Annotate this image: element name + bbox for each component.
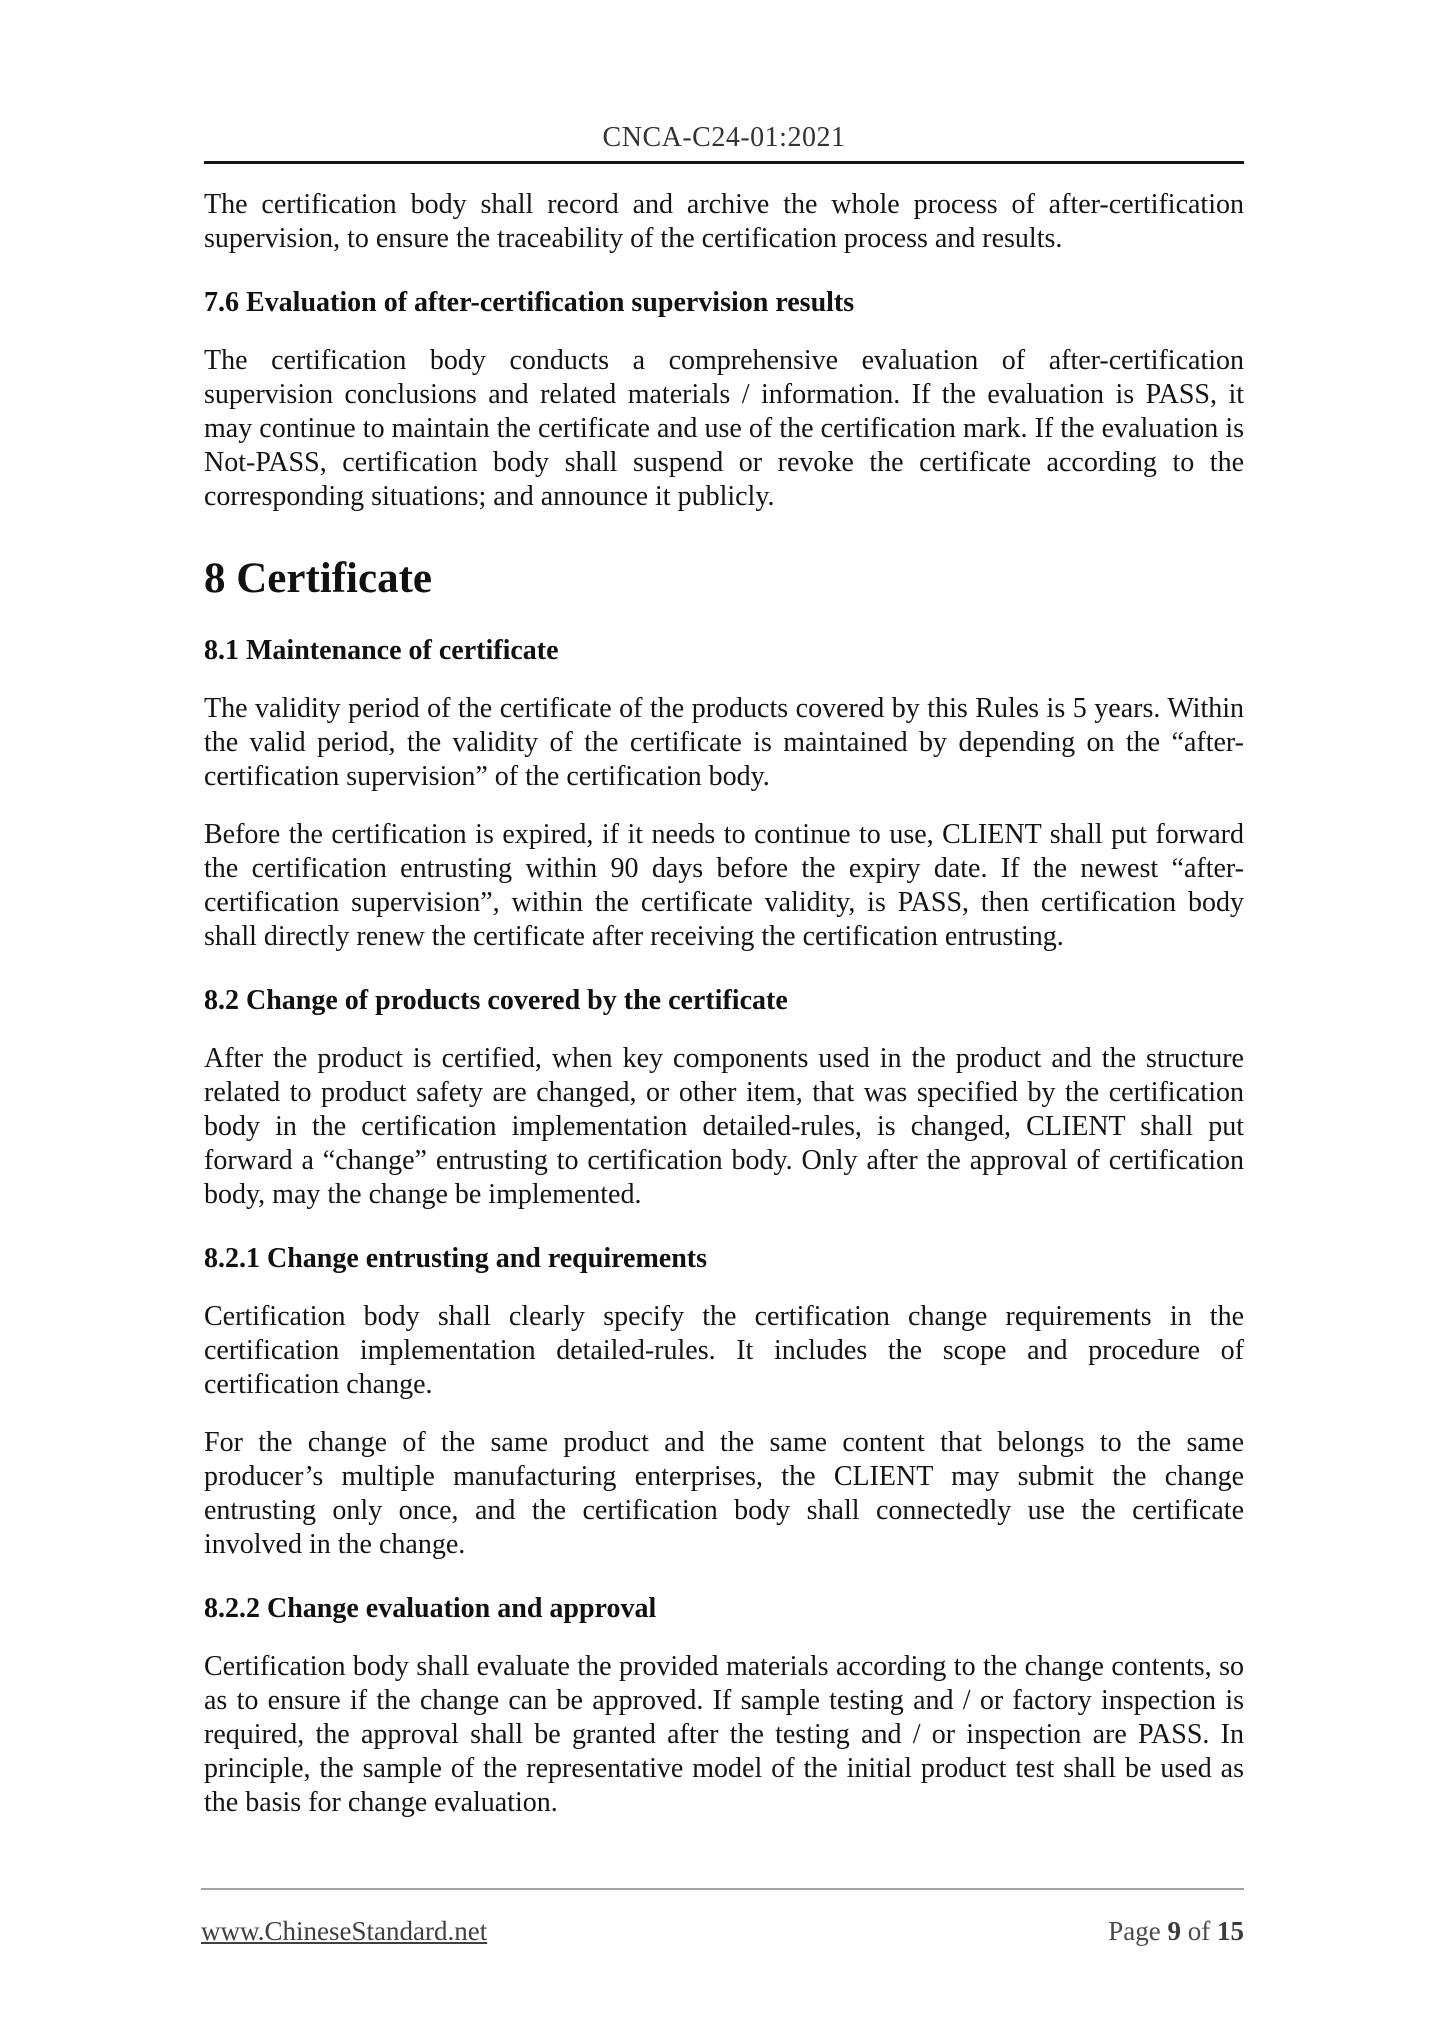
site-link[interactable]: www.ChineseStandard.net [201, 1916, 488, 1946]
paragraph: Before the certification is expired, if it needs to continue to use, CLIENT shall put forward the certification entrusting within 90 days before the expiry date. If the newest “after-certification supervision”, within the certificate validity, is PASS, then certification body shall directly renew the certificate after receiving the certification entrusting. [204, 819, 1244, 952]
page-indicator [1108, 1916, 1244, 1947]
section-heading-8-2-1: 8.2.1 Change entrusting and requirements [204, 1243, 708, 1274]
of-label: of [1187, 1916, 1211, 1946]
paragraph: Certification body shall evaluate the provided materials according to the change contents, so as to ensure if the change can be approved. If sample testing and / or factory inspection is required, the approval shall be granted after the testing and / or inspection are PASS. In principle, the sample of the representative model of the initial product test shall be used as the basis for change evaluation. [204, 1651, 1244, 1818]
paragraph: The certification body conducts a comprehensive evaluation of after-certification supervision conclusions and related materials / information. If the evaluation is PASS, it may continue to maintain the certificate and use of the certification mark. If the evaluation is Not-PASS, certification body shall suspend or revoke the certificate according to the corresponding situations; and announce it publicly. [204, 345, 1244, 512]
paragraph: The validity period of the certificate of the products covered by this Rules is 5 years. Within the valid period, the validity of the certificate is maintained by depending on the “after-certification supervision” of the certification body. [204, 693, 1244, 792]
document-body [204, 188, 1244, 1820]
paragraph: For the change of the same product and the same content that belongs to the same producer’s multiple manufacturing enterprises, the CLIENT may submit the change entrusting only once, and the certification body shall connectedly use the certificate involved in the change. [204, 1427, 1244, 1560]
document-number: CNCA-C24-01:2021 [602, 122, 846, 153]
section-heading-8-2-2: 8.2.2 Change evaluation and approval [204, 1593, 657, 1624]
section-heading-8-2: 8.2 Change of products covered by the certificate [204, 985, 788, 1016]
paragraph: After the product is certified, when key components used in the product and the structure related to product safety are changed, or other item, that was specified by the certification body in the certification implementation detailed-rules, is changed, CLIENT shall put forward a “change” entrusting to certification body. Only after the approval of certification body, may the change be implemented. [204, 1043, 1244, 1210]
page-footer [201, 1888, 1244, 1947]
page-number: 9 [1167, 1916, 1181, 1946]
page-label: Page [1108, 1916, 1161, 1946]
section-heading-8-1: 8.1 Maintenance of certificate [204, 635, 559, 666]
page-total: 15 [1217, 1916, 1244, 1946]
section-heading-7-6: 7.6 Evaluation of after-certification supervision results [204, 287, 855, 318]
paragraph: The certification body shall record and archive the whole process of after-certification supervision, to ensure the traceability of the certification process and results. [204, 189, 1244, 254]
footer-divider [201, 1888, 1244, 1890]
chapter-heading-8: 8 Certificate [204, 555, 432, 602]
page-header [204, 0, 1244, 164]
paragraph: Certification body shall clearly specify the certification change requirements in the certification implementation detailed-rules. It includes the scope and procedure of certification change. [204, 1301, 1244, 1400]
